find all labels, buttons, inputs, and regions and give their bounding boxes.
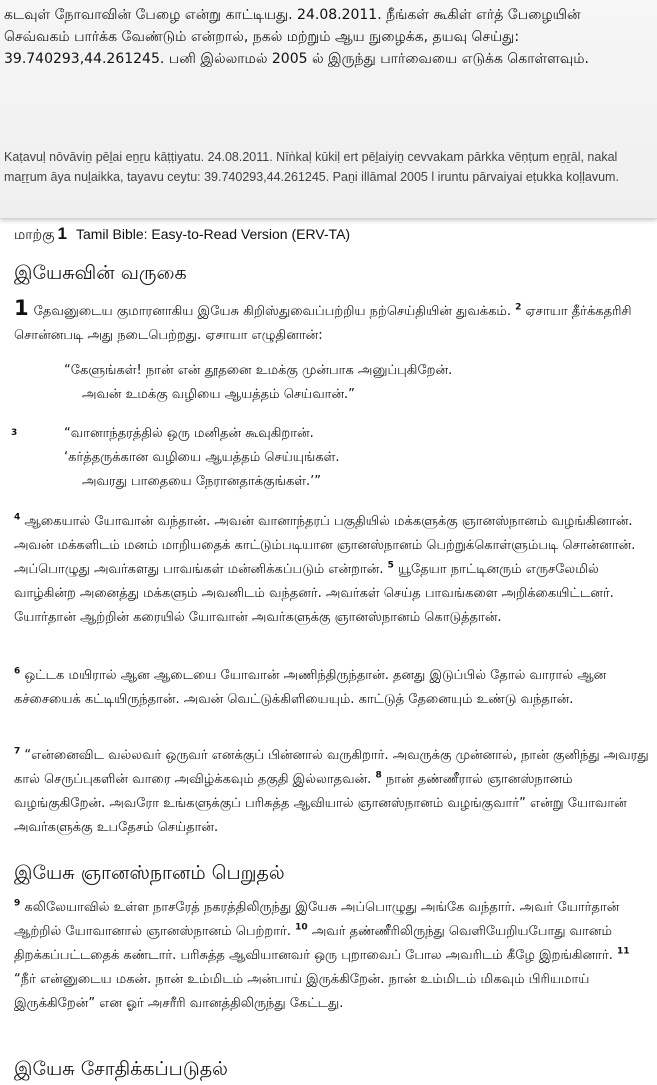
- section-heading: இயேசுவின் வருகை: [14, 262, 187, 284]
- section-heading: இயேசு சோதிக்கப்படுதல்: [14, 1058, 228, 1080]
- poetry-line: அவன் உமக்கு வழியை ஆயத்தம் செய்வான்.”: [82, 387, 355, 402]
- verse-text: ஆகையால் யோவான் வந்தான். அவன் வானாந்தரப் பகுதியில் மக்களுக்கு ஞானஸ்நானம் வழங்கினான். அவன் மக்களிடம் மனம் மாறியதைக் காட்டும்படியான ஞானஸ்நானம் பெற்றுக்கொள்ளும்படி சொன்னான். அப்பொழுது அவர்களது பாவங்கள் மன்னிக்கப்படும் என்றான்.: [14, 514, 636, 577]
- poetry-block: [64, 359, 644, 407]
- verse-number: 8: [375, 770, 382, 781]
- verse-paragraph: [14, 664, 649, 712]
- poetry-line: அவரது பாதையை நேரானதாக்குங்கள்.’”: [82, 474, 321, 489]
- verse-text: ஏசாயா தீர்க்கதரிசி சொன்னபடி அது நடைபெற்றது. ஏசாயா எழுதினான்:: [14, 304, 632, 343]
- verse-text: நான் தண்ணீரால் ஞானஸ்நானம் வழங்குகிறேன். அவரோ உங்களுக்குப் பரிசுத்த ஆவியால் ஞானஸ்நானம் வழங்குவார்” என்று யோவான் அவர்களுக்கு உபதேசம் செய்தான்.: [14, 772, 627, 835]
- verse-number: 9: [14, 898, 21, 909]
- version-name: Tamil Bible: Easy-to-Read Version (ERV-TA): [75, 226, 351, 242]
- popup-tamil-text: கடவுள் நோவாவின் பேழை என்று காட்டியது. 24.08.2011. நீங்கள் கூகிள் எர்த் பேழையின் செவ்வகம் பார்க்க வேண்டும் என்றால், நகல் மற்றும் ஆய நுழைக்க, தயவு செய்து: 39.740293,44.261245. பனி இல்லாமல் 2005 ல் இருந்து பார்வையை எடுக்க கொள்ளவும்.: [4, 7, 589, 67]
- verse-number: 5: [387, 560, 394, 571]
- verse-number: 6: [14, 666, 21, 677]
- verse-text: கலிலேயாவில் உள்ள நாசரேத் நகரத்திலிருந்து இயேசு அப்பொழுது அங்கே வந்தார். அவர் யோர்தான் ஆற்றில் யோவானால் ஞானஸ்நானம் பெற்றார்.: [14, 900, 620, 939]
- section-heading: இயேசு ஞானஸ்நானம் பெறுதல்: [14, 862, 285, 884]
- verse-text: யூதேயா நாட்டினரும் எருசலேமில் வாழ்கின்ற அனைத்து மக்களும் அவனிடம் வந்தனர். அவர்கள் செய்த பாவங்களை அறிக்கையிட்டனர். யோர்தான் ஆற்றின் கரையில் யோவான் அவர்களுக்கு ஞானஸ்நானம் கொடுத்தான்.: [14, 562, 614, 625]
- book-name: மாற்கு: [14, 226, 55, 242]
- poetry-line: ‘கர்த்தருக்கான வழியை ஆயத்தம் செய்யுங்கள்.: [64, 450, 340, 465]
- verse-paragraph: [14, 744, 649, 840]
- chapter-number: 1: [57, 224, 67, 243]
- verse-text: “நீர் என்னுடைய மகன். நான் உம்மிடம் அன்பாய் இருக்கிறேன். நான் உம்மிடம் மிகவும் பிரியமாய் இருக்கிறேன்” என ஓர் அசரீரி வானத்திலிருந்து கேட்டது.: [14, 972, 590, 1011]
- verse-paragraph: [14, 510, 649, 630]
- verse-number: 7: [14, 746, 21, 757]
- verse-paragraph: [14, 296, 649, 348]
- translation-popup: [0, 0, 657, 219]
- poetry-line: “வானாந்தரத்தில் ஒரு மனிதன் கூவுகிறான்.: [64, 426, 314, 441]
- verse-number: 10: [295, 922, 308, 933]
- poetry-block: [64, 422, 644, 494]
- verse-text: ஒட்டக மயிரால் ஆன ஆடையை யோவான் அணிந்திருந்தான். தனது இடுப்பில் தோல் வாரால் ஆன கச்சையைக் கட்டியிருந்தான். அவன் வெட்டுக்கிளியையும். காட்டுத் தேனையும் உண்டு வந்தான்.: [14, 668, 607, 707]
- verse-number: 4: [14, 512, 21, 523]
- verse-number: 2: [515, 302, 522, 313]
- poetry-line: “கேளுங்கள்! நான் என் தூதனை உமக்கு முன்பாக அனுப்புகிறேன்.: [64, 363, 453, 378]
- verse-number: 11: [617, 946, 630, 957]
- verse-text: தேவனுடைய குமாரனாகிய இயேசு கிறிஸ்துவைப்பற்றிய நற்செய்தியின் துவக்கம்.: [33, 304, 511, 319]
- chapter-drop-number: 1: [14, 296, 29, 320]
- verse-text: அவர் தண்ணீரிலிருந்து வெளியேறியபோது வானம் திறக்கப்பட்டதைக் கண்டார். பரிசுத்த ஆவியானவர் ஒரு புறாவைப் போல அவரிடம் கீழே இறங்கினார்.: [14, 924, 613, 963]
- verse-number: 3: [11, 428, 18, 438]
- verse-text: “என்னைவிட வல்லவர் ஒருவர் எனக்குப் பின்னால் வருகிறார். அவருக்கு முன்னால், நான் குனிந்து அவரது கால் செருப்புகளின் வாரை அவிழ்க்கவும் தகுதி இல்லாதவன்.: [14, 748, 649, 787]
- popup-transliteration-text: Kaṭavuḷ nōvāviṉ pēḻai eṉṟu kāṭṭiyatu. 24.08.2011. Nīṅkaḷ kūkiḷ ert pēḻaiyiṉ cevvakam pārkka vēṇṭum eṉṟāl, nakal maṟṟum āya nuḻaikka, tayavu ceytu: 39.740293,44.261245. Paṉi illāmal 2005 l iruntu pārvaiyai eṭukka koḷḷavum.: [4, 150, 619, 184]
- verse-paragraph: [14, 896, 649, 1016]
- passage-reference: [14, 224, 350, 245]
